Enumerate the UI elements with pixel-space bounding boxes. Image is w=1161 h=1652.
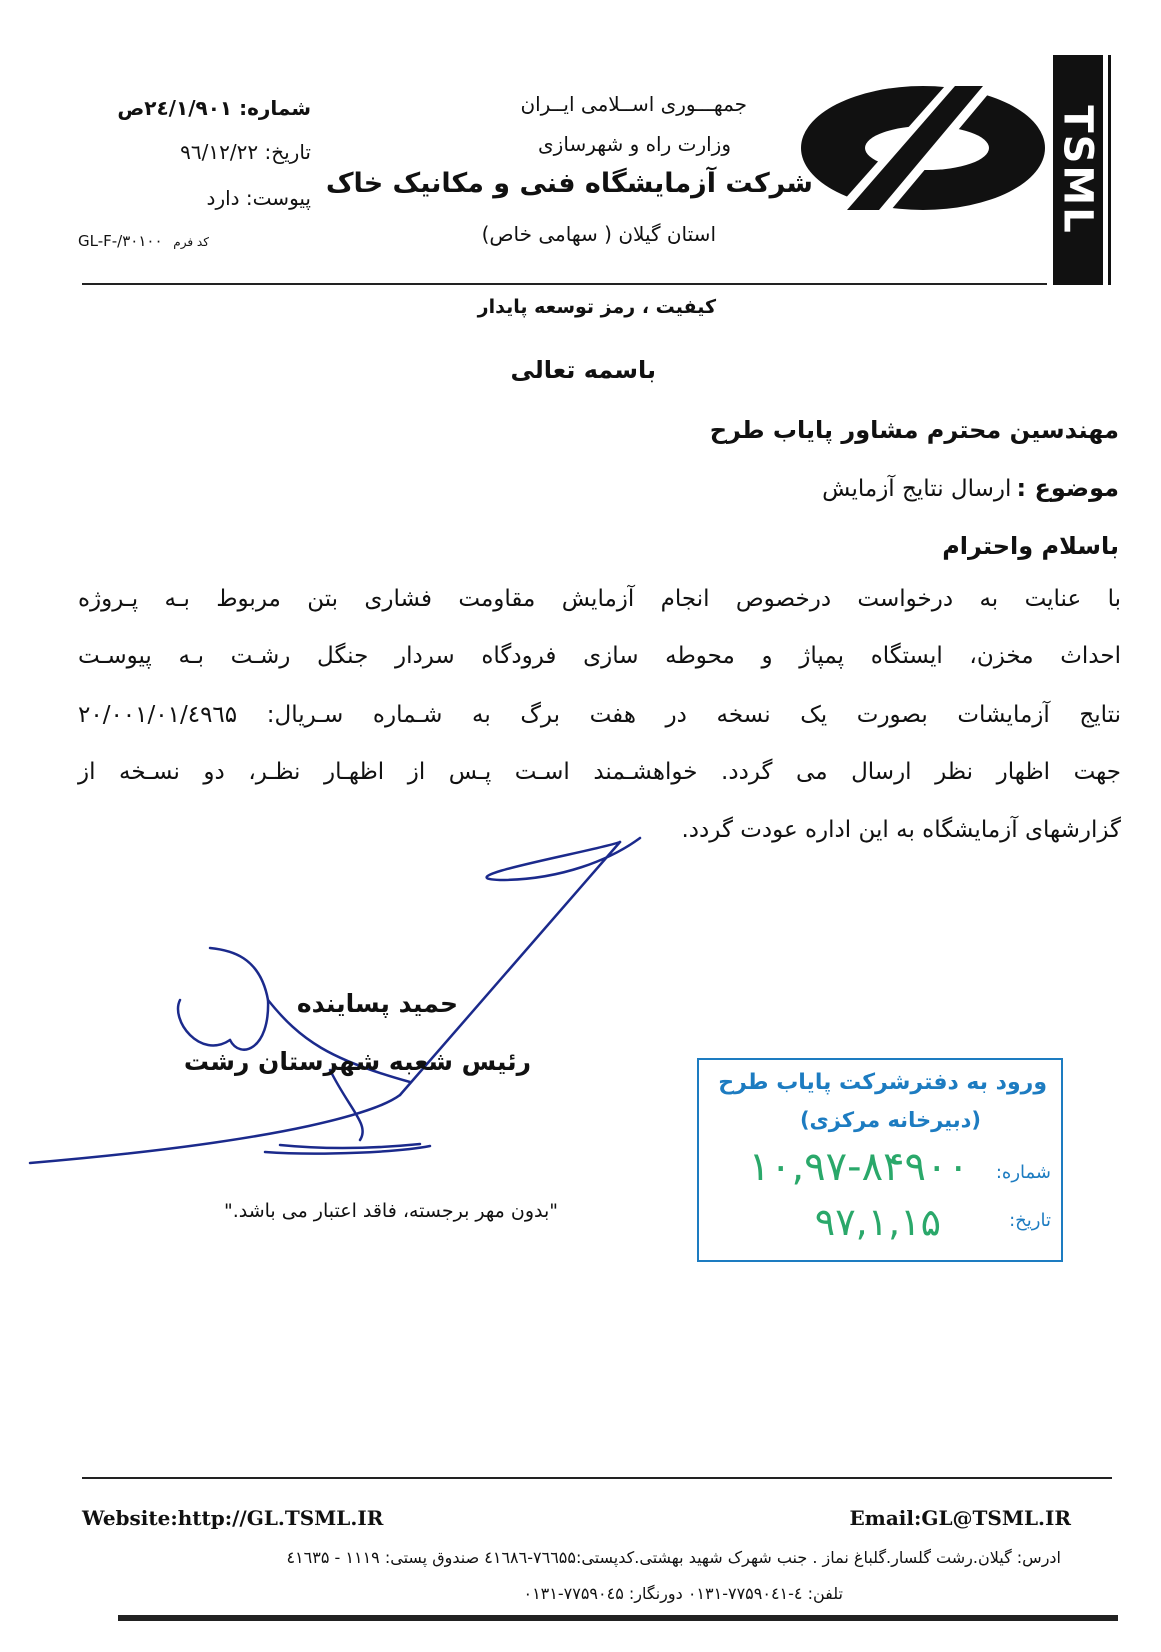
stamp-subtitle: (دبیرخانه مرکزی)	[799, 1108, 981, 1132]
org-line-4: استان گیلان ( سهامی خاص)	[481, 222, 716, 246]
stamp-date-value: ۹۷,۱,۱۵	[814, 1200, 941, 1244]
stamp-date-label: تاریخ:	[1009, 1210, 1051, 1231]
footer-bottom-bar	[118, 1615, 1118, 1621]
body-line-3: نتایج آزمایشات بصورت یک نسخه در هفت برگ به شـماره سـریال: ۲۰/۰۰۱/۰۱/٤۹٦۵	[78, 702, 1121, 728]
greeting: باسلام واحترام	[942, 532, 1119, 560]
org-line-1: جمهـــوری اســلامی ایــران	[520, 92, 747, 116]
letter-date: تاریخ: ۹٦/۱۲/۲۲	[180, 140, 311, 164]
body-line-5: گزارشهای آزمایشگاه به این اداره عودت گردد.	[681, 817, 1121, 843]
body-line-1: با عنایت به درخواست درخصوص انجام آزمایش مقاومت فشاری بتن مربوط بـه پـروژه	[78, 586, 1121, 612]
motto: کیفیت ، رمز توسعه پایدار	[477, 296, 716, 318]
signatory-title: رئیس شعبه شهرستان رشت	[183, 1047, 531, 1076]
recipient: مهندسین محترم مشاور پایاب طرح	[709, 416, 1119, 444]
received-stamp	[697, 1058, 1063, 1262]
body-line-2: احداث مخزن، ایستگاه پمپاژ و محوطه سازی فرودگاه سردار جنگل رشـت بـه پیوسـت	[78, 643, 1121, 669]
form-code-value: GL-F-/۳۰۱۰۰	[78, 232, 163, 250]
company-name: شرکت آزمایشگاه فنی و مکانیک خاک	[325, 168, 813, 199]
subject-value: ارسال نتایج آزمایش	[822, 476, 1012, 502]
letter-attachment: پیوست: دارد	[206, 186, 311, 210]
footer-website: Website:http://GL.TSML.IR	[82, 1506, 384, 1530]
stamp-number-value: ۱۰,۹۷-۸۴۹۰۰	[748, 1144, 969, 1190]
body-line-4: جهت اظهار نظر ارسال می گردد. خواهشـمند اسـت پـس از اظهـار نظـر، دو نسـخه از	[78, 759, 1121, 785]
form-code-label: کد فرم	[173, 235, 209, 249]
footer-email: Email:GL@TSML.IR	[849, 1506, 1071, 1530]
signatory-name: حمید پساینده	[296, 989, 458, 1018]
footer-divider	[82, 1477, 1112, 1479]
stamp-title: ورود به دفترشرکت پایاب طرح	[718, 1070, 1047, 1095]
tsml-logo-text: TSML	[1055, 105, 1102, 235]
subject-label: موضوع :	[1016, 474, 1119, 502]
org-line-2: وزارت راه و شهرسازی	[538, 132, 731, 156]
stamp-number-label: شماره:	[995, 1162, 1051, 1183]
letter-number: شماره: ۲٤/۱/۹۰۱ص	[117, 96, 311, 120]
validity-note: "بدون مهر برجسته، فاقد اعتبار می باشد."	[223, 1200, 558, 1222]
footer-address: ادرس: گیلان.رشت گلسار.گلباغ نماز . جنب شهرک شهید بهشتی.کدپستی:۷٦٦۵۵-٤۱٦۸٦ صندوق پستی: ۱۱۱۹ - ٤۱٦۳۵	[286, 1548, 1061, 1567]
footer-phone: تلفن: ٤-۷۷۵۹۰٤۱-۰۱۳۱ دورنگار: ۷۷۵۹۰٤۵-۰۱۳۱	[523, 1584, 843, 1603]
bismillah: باسمه تعالی	[510, 356, 656, 384]
